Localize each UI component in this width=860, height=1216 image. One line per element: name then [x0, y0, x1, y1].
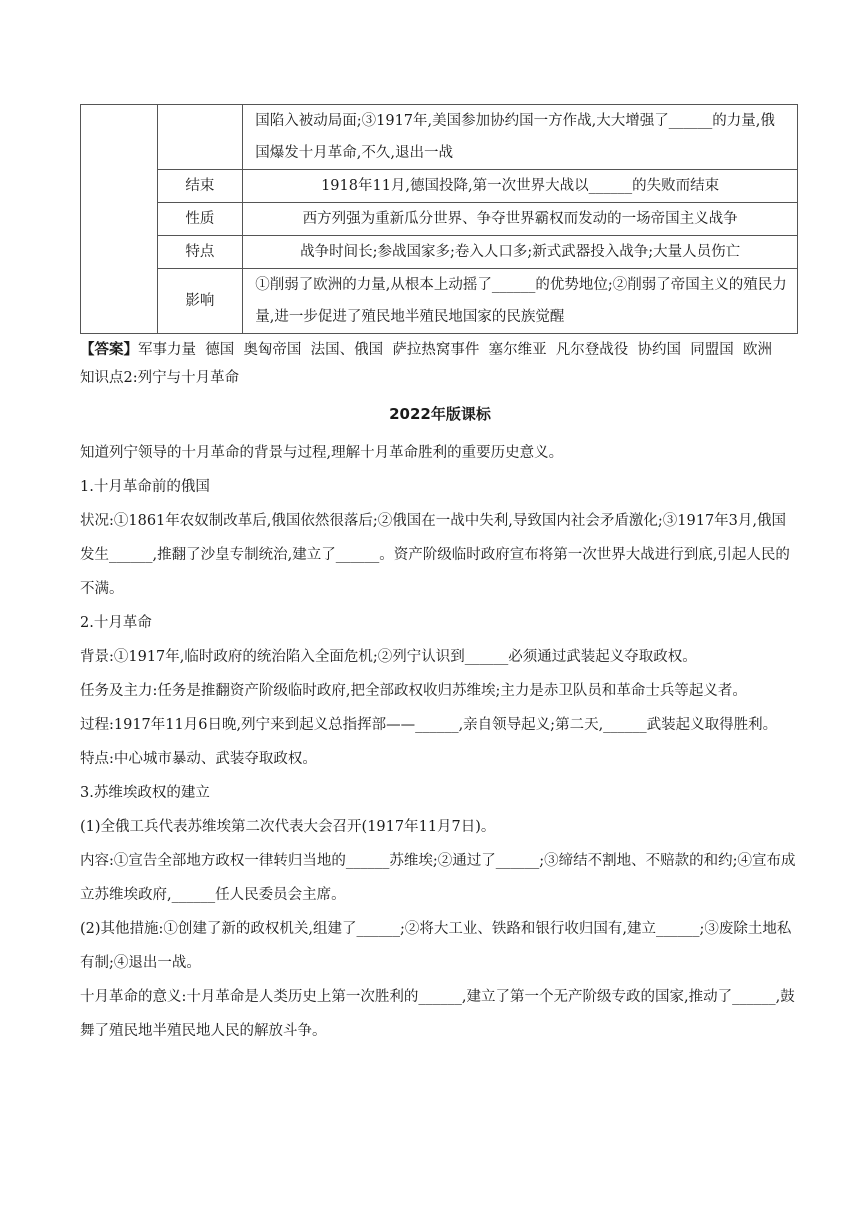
- paragraph: 过程:1917年11月6日晚,列宁来到起义总指挥部——______,亲自领导起义;第二天,______武装起义取得胜利。: [80, 717, 778, 733]
- table-label-cell: 结束: [157, 170, 243, 203]
- document-page: [80, 104, 800, 1048]
- section-heading: 1.十月革命前的俄国: [80, 479, 210, 495]
- paragraph: 背景:①1917年,临时政府的统治陷入全面危机;②列宁认识到______必须通过武装起义夺取政权。: [80, 649, 697, 665]
- knowledge-point-heading: 知识点2:列宁与十月革命: [80, 370, 240, 386]
- paragraph: 内容:①宣告全部地方政权一律转归当地的______苏维埃;②通过了______;③缔结不割地、不赔款的和约;④宣布成立苏维埃政府,______任人民委员会主席。: [80, 853, 796, 903]
- table-content-cell: 西方列强为重新瓜分世界、争夺世界霸权而发动的一场帝国主义战争: [243, 203, 798, 236]
- table-label-cell: 性质: [157, 203, 243, 236]
- paragraph: 特点:中心城市暴动、武装夺取政权。: [80, 751, 317, 767]
- table-row: [81, 105, 798, 170]
- ww1-summary-table: [80, 104, 798, 334]
- table-row: [81, 170, 798, 203]
- table-merged-cell: [81, 105, 158, 334]
- table-content-cell: 国陷入被动局面;③1917年,美国参加协约国一方作战,大大增强了______的力量,俄国爆发十月革命,不久,退出一战: [243, 105, 798, 170]
- table-content-cell: 1918年11月,德国投降,第一次世界大战以______的失败而结束: [243, 170, 798, 203]
- table-label-cell: 特点: [157, 236, 243, 269]
- paragraph: 状况:①1861年农奴制改革后,俄国依然很落后;②俄国在一战中失利,导致国内社会矛盾激化;③1917年3月,俄国发生______,推翻了沙皇专制统治,建立了______。资产阶级临时政府宣布将第一次世界大战进行到底,引起人民的不满。: [80, 513, 790, 597]
- table-label-cell: 影响: [157, 269, 243, 334]
- paragraph: (1)全俄工兵代表苏维埃第二次代表大会召开(1917年11月7日)。: [80, 819, 496, 835]
- answer-label: 【答案】: [80, 341, 138, 358]
- table-row: [81, 236, 798, 269]
- answer-text: 军事力量 德国 奥匈帝国 法国、俄国 萨拉热窝事件 塞尔维亚 凡尔登战役 协约国 同盟国 欧洲: [138, 342, 772, 358]
- section-heading: 3.苏维埃政权的建立: [80, 785, 210, 801]
- table-row: [81, 269, 798, 334]
- table-row: [81, 203, 798, 236]
- standard-title: 2022年版课标: [389, 405, 491, 423]
- answer-line: [80, 336, 800, 364]
- standard-text: 知道列宁领导的十月革命的背景与过程,理解十月革命胜利的重要历史意义。: [80, 445, 564, 461]
- table-label-cell: [157, 105, 243, 170]
- table-content-cell: ①削弱了欧洲的力量,从根本上动摇了______的优势地位;②削弱了帝国主义的殖民力量,进一步促进了殖民地半殖民地国家的民族觉醒: [243, 269, 798, 334]
- section-heading: 2.十月革命: [80, 615, 152, 631]
- table-content-cell: 战争时间长;参战国家多;卷入人口多;新式武器投入战争;大量人员伤亡: [243, 236, 798, 269]
- paragraph: (2)其他措施:①创建了新的政权机关,组建了______;②将大工业、铁路和银行收归国有,建立______;③废除土地私有制;④退出一战。: [80, 921, 792, 971]
- paragraph: 任务及主力:任务是推翻资产阶级临时政府,把全部政权收归苏维埃;主力是赤卫队员和革命士兵等起义者。: [80, 683, 747, 699]
- paragraph: 十月革命的意义:十月革命是人类历史上第一次胜利的______,建立了第一个无产阶级专政的国家,推动了______,鼓舞了殖民地半殖民地人民的解放斗争。: [80, 989, 795, 1039]
